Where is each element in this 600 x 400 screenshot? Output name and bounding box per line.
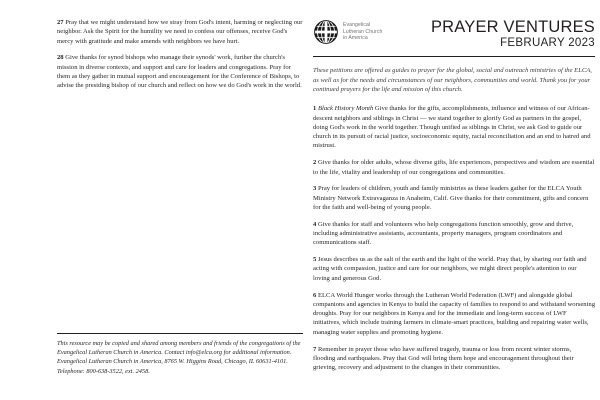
- organization-line-3: in America: [343, 35, 368, 42]
- page-title: PRAYER VENTURES: [430, 18, 595, 36]
- footer-divider: [57, 333, 303, 334]
- petition-item: [313, 158, 595, 177]
- petition-item: [313, 220, 595, 248]
- left-paragraph-28: [57, 53, 303, 90]
- petition-item: [313, 291, 595, 337]
- petition-text: Remember in prayer those who have suffered tragedy, trauma or loss from recent winter storms, flooding and earthquakes. Pray that God will bring them hope and encouragement throughout their grieving, recovery and adjustment to the changes in their communities.: [313, 345, 574, 372]
- petition-text: Pray for leaders of children, youth and family ministries as these leaders gather for the ELCA Youth Ministry Network Extravaganza in Anaheim, Calif. Give thanks for their commitment, gifts and concern for the faith and well-being of young people.: [313, 185, 589, 211]
- petition-text: Give thanks for older adults, whose diverse gifts, life experiences, perspectives and wisdom are essential to the life, vitality and leadership of our congregations and communities.: [313, 159, 595, 176]
- petition-number: 3: [313, 185, 317, 193]
- paragraph-text: Pray that we might understand how we stray from God's intent, harming or neglecting our neighbor. Ask the Spirit for the humility we need to confess our offenses, receive God's mercy with gratitude and make amends with neighbors we have hurt.: [57, 19, 303, 45]
- masthead: [313, 18, 595, 52]
- petition-number: 7: [313, 345, 317, 353]
- petition-number: 6: [313, 291, 317, 299]
- left-paragraph-27: [57, 18, 303, 46]
- petition-emphasis: Black History Month: [317, 105, 374, 113]
- logo-block: [313, 19, 382, 45]
- petition-number: 5: [313, 256, 317, 264]
- organization-line-1: Evangelical: [343, 22, 371, 29]
- organization-name: [343, 22, 382, 42]
- petition-item: [313, 345, 595, 373]
- petition-list: [313, 104, 595, 372]
- petition-number: 2: [313, 159, 317, 167]
- petition-text: Give thanks for the gifts, accomplishments, influence and witness of our African-descent neighbors and siblings in Christ — we stand together to glorify God as partners in the gospel, doing God's work in the world together. Though unified as siblings in Christ, we ask God to guide our church in its pursuit of racial justice, socioeconomic equity, racial reconciliation and an end to hatred and mistrust.: [313, 105, 591, 150]
- petition-text: Jesus describes us as the salt of the earth and the light of the world. Pray that, by sharing our faith and acting with compassion, justice and care for our neighbors, we might direct people's attention to our loving and generous God.: [313, 256, 587, 282]
- petition-number: 1: [313, 105, 317, 113]
- petition-number: 4: [313, 220, 317, 228]
- paragraph-number: 27: [57, 19, 64, 26]
- elca-globe-cross-logo-icon: [313, 19, 339, 45]
- petition-text: ELCA World Hunger works through the Lutheran World Federation (LWF) and alongside global companions and agencies in Kenya to build the capacity of families to respond to and withstand worsening droughts. Pray for our neighbors in Kenya and for the immediate and long-term success of LWF initiatives, which include training farmers in climate-smart practices, building and repairing water wells, managing water supplies and promoting hygiene.: [313, 291, 595, 336]
- page-subtitle: FEBRUARY 2023: [500, 37, 595, 49]
- right-column: [313, 18, 595, 382]
- petition-item: [313, 184, 595, 212]
- left-column: [57, 18, 303, 382]
- petition-item: [313, 255, 595, 283]
- petition-item: [313, 104, 595, 150]
- header-divider: [313, 56, 595, 57]
- footer-block: [57, 333, 303, 376]
- paragraph-number: 28: [57, 54, 64, 62]
- petition-text: Give thanks for staff and volunteers who help congregations function smoothly, grow and thrive, including administrative assistants, accountants, property managers, program coordinators and communications staff.: [313, 220, 574, 247]
- footer-text: This resource may be copied and shared among members and friends of the congregations of the Evangelical Lutheran Church in America. Contact info@elca.org for additional information. Evangelical Lutheran Church in America, 8765 W. Higgins Road, Chicago, IL 60631-4101. Telephone: 800-638-3522, ext. 2458.: [57, 340, 301, 375]
- organization-line-2: Lutheran Church: [343, 28, 383, 35]
- intro-text: These petitions are offered as guides to prayer for the global, social and outreach ministries of the ELCA, as well as for the needs and circumstances of our neighbors, communities and world. Thank you for your continued prayers for the life and mission of this church.: [313, 67, 592, 94]
- page-title-block: [431, 18, 595, 50]
- paragraph-text: Give thanks for synod bishops who manage their synods' work, further the church's mission in diverse contexts, and support and care for leaders and congregations. Pray for them as they gather in mutual support and encouragement for the Conference of Bishops, to advise the presiding bishop of our church and reflect on how we do God's work in the world.: [57, 54, 302, 90]
